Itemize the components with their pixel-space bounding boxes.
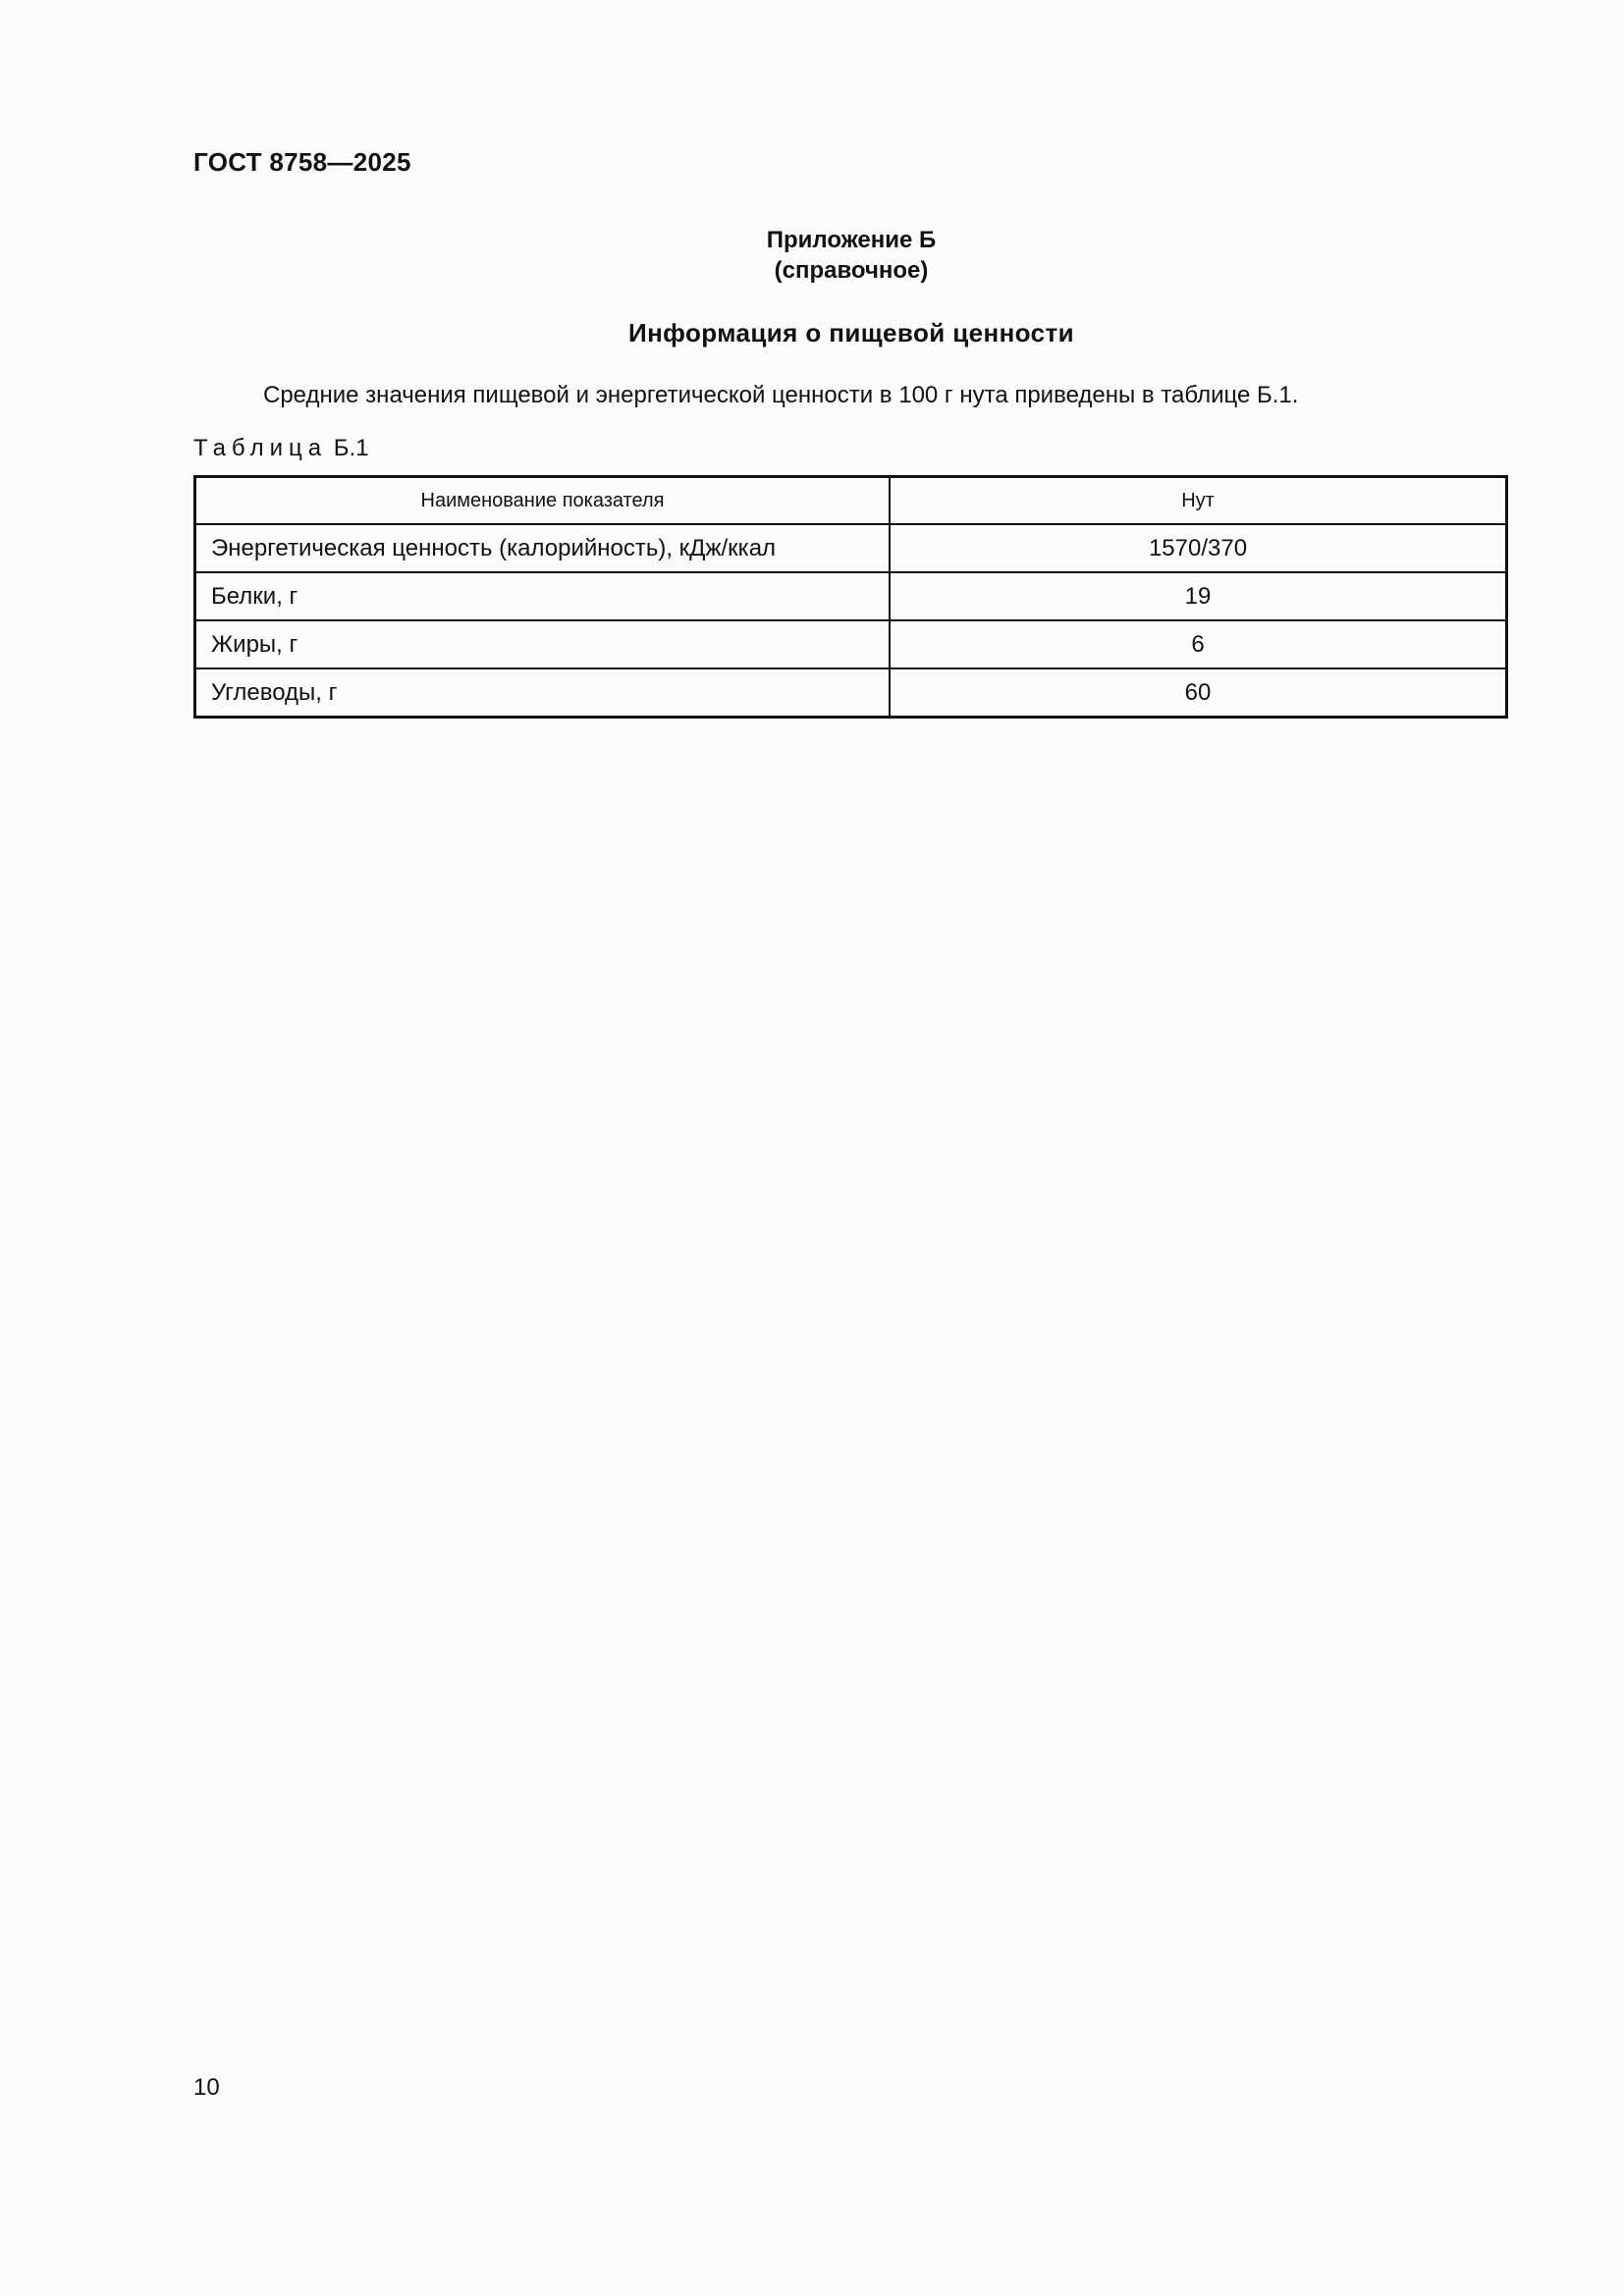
- appendix-title: Приложение Б: [766, 227, 937, 253]
- row-value: 60: [890, 668, 1507, 718]
- standard-code: ГОСТ 8758—2025: [193, 147, 411, 177]
- table-caption: [193, 435, 369, 462]
- appendix-heading: [0, 225, 1624, 286]
- appendix-type: (справочное): [774, 257, 929, 284]
- table-caption-number: Б.1: [333, 435, 369, 461]
- page-number: 10: [193, 2074, 220, 2101]
- header-indicator-name: Наименование показателя: [195, 477, 891, 525]
- row-name: Белки, г: [195, 572, 891, 620]
- intro-paragraph: Средние значения пищевой и энергетической ценности в 100 г нута приведены в таблице Б.1.: [263, 382, 1299, 408]
- table-row: [195, 572, 1507, 620]
- table-row: [195, 524, 1507, 572]
- row-value: 6: [890, 620, 1507, 668]
- table-caption-word: Таблица: [193, 435, 328, 461]
- row-value: 19: [890, 572, 1507, 620]
- row-name: Энергетическая ценность (калорийность), кДж/ккал: [195, 524, 891, 572]
- row-value: 1570/370: [890, 524, 1507, 572]
- table-header-row: [195, 477, 1507, 525]
- table-row: [195, 620, 1507, 668]
- nutrition-table: [193, 475, 1508, 719]
- header-chickpea: Нут: [890, 477, 1507, 525]
- row-name: Углеводы, г: [195, 668, 891, 718]
- row-name: Жиры, г: [195, 620, 891, 668]
- section-title: Информация о пищевой ценности: [627, 318, 1075, 347]
- table-row: [195, 668, 1507, 718]
